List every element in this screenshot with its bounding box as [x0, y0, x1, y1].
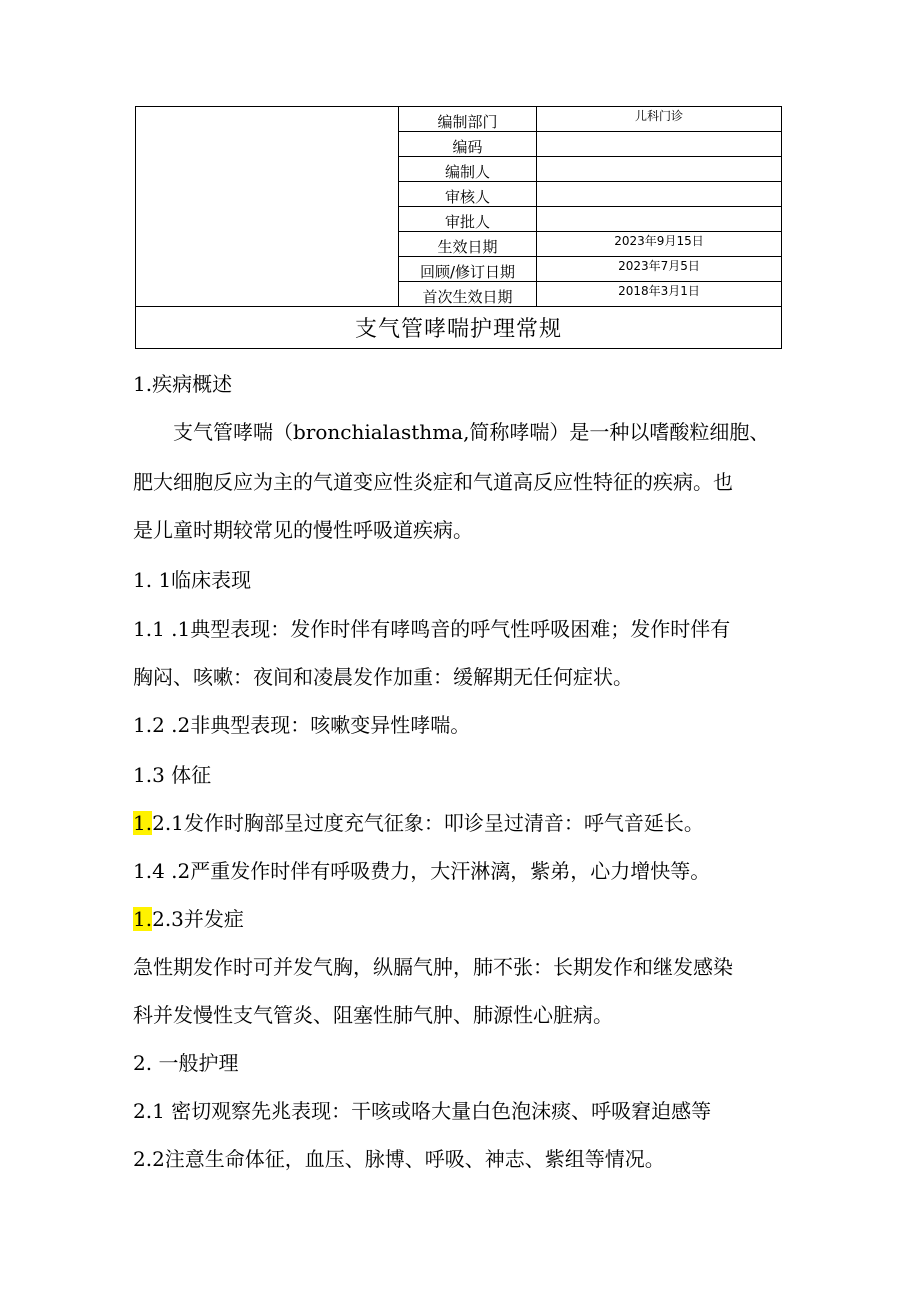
paragraph-line: 1.1 .1典型表现：发作时伴有哮鸣音的呼气性呼吸困难；发作时伴有: [133, 617, 731, 641]
label-department: 编制部门: [399, 107, 537, 132]
label-reviewer: 审核人: [399, 182, 537, 207]
value-approver: [537, 207, 782, 232]
paragraph-line: 1.4 .2严重发作时伴有呼吸费力，大汗淋漓，紫弟，心力增快等。: [133, 859, 711, 883]
paragraph-line: 肥大细胞反应为主的气道变应性炎症和气道高反应性特征的疾病。也: [133, 470, 733, 494]
value-reviewer: [537, 182, 782, 207]
line-text: 2.1发作时胸部呈过度充气征象：叩诊呈过清音：呼气音延长。: [152, 811, 704, 835]
value-effective-date: 2023年9月15日: [537, 232, 782, 257]
paragraph-line: 支气管哮喘（bronchialasthma,简称哮喘）是一种以嗜酸粒细胞、: [173, 420, 770, 444]
paragraph-line: 急性期发作时可并发气胸，纵膈气肿，肺不张：长期发作和继发感染: [133, 955, 733, 979]
label-code: 编码: [399, 132, 537, 157]
paragraph-line: 胸闷、咳嗽：夜间和凌晨发作加重：缓解期无任何症状。: [133, 665, 633, 689]
document-header-table: [135, 106, 782, 349]
document-title: 支气管哮喘护理常规: [136, 307, 782, 349]
line-text: 2.3并发症: [152, 907, 244, 931]
value-department: 儿科门诊: [537, 107, 782, 132]
value-author: [537, 157, 782, 182]
value-review-date: 2023年7月5日: [537, 257, 782, 282]
highlight-prefix: 1.: [133, 811, 153, 835]
paragraph-line: 科并发慢性支气管炎、阻塞性肺气肿、肺源性心脏病。: [133, 1003, 613, 1027]
section-heading: 1. 1临床表现: [133, 568, 252, 592]
label-effective-date: 生效日期: [399, 232, 537, 257]
highlighted-line: [133, 905, 244, 933]
highlight-prefix: 1.: [133, 907, 153, 931]
paragraph-line: 1.2 .2非典型表现：咳嗽变异性哮喘。: [133, 713, 471, 737]
paragraph-line: 2.2注意生命体征，血压、脉博、呼吸、神志、紫组等情况。: [133, 1147, 665, 1171]
highlighted-line: [133, 809, 704, 837]
value-code: [537, 132, 782, 157]
label-approver: 审批人: [399, 207, 537, 232]
value-first-effective-date: 2018年3月1日: [537, 282, 782, 307]
section-heading: 1.疾病概述: [133, 372, 233, 396]
logo-area: [136, 107, 399, 307]
section-heading: 2. 一般护理: [133, 1051, 239, 1075]
section-heading: 1.3 体征: [133, 763, 212, 787]
label-review-date: 回顾/修订日期: [399, 257, 537, 282]
paragraph-line: 是儿童时期较常见的慢性呼吸道疾病。: [133, 518, 473, 542]
label-first-effective-date: 首次生效日期: [399, 282, 537, 307]
paragraph-line: 2.1 密切观察先兆表现：干咳或咯大量白色泡沫痰、呼吸窘迫感等: [133, 1099, 712, 1123]
label-author: 编制人: [399, 157, 537, 182]
